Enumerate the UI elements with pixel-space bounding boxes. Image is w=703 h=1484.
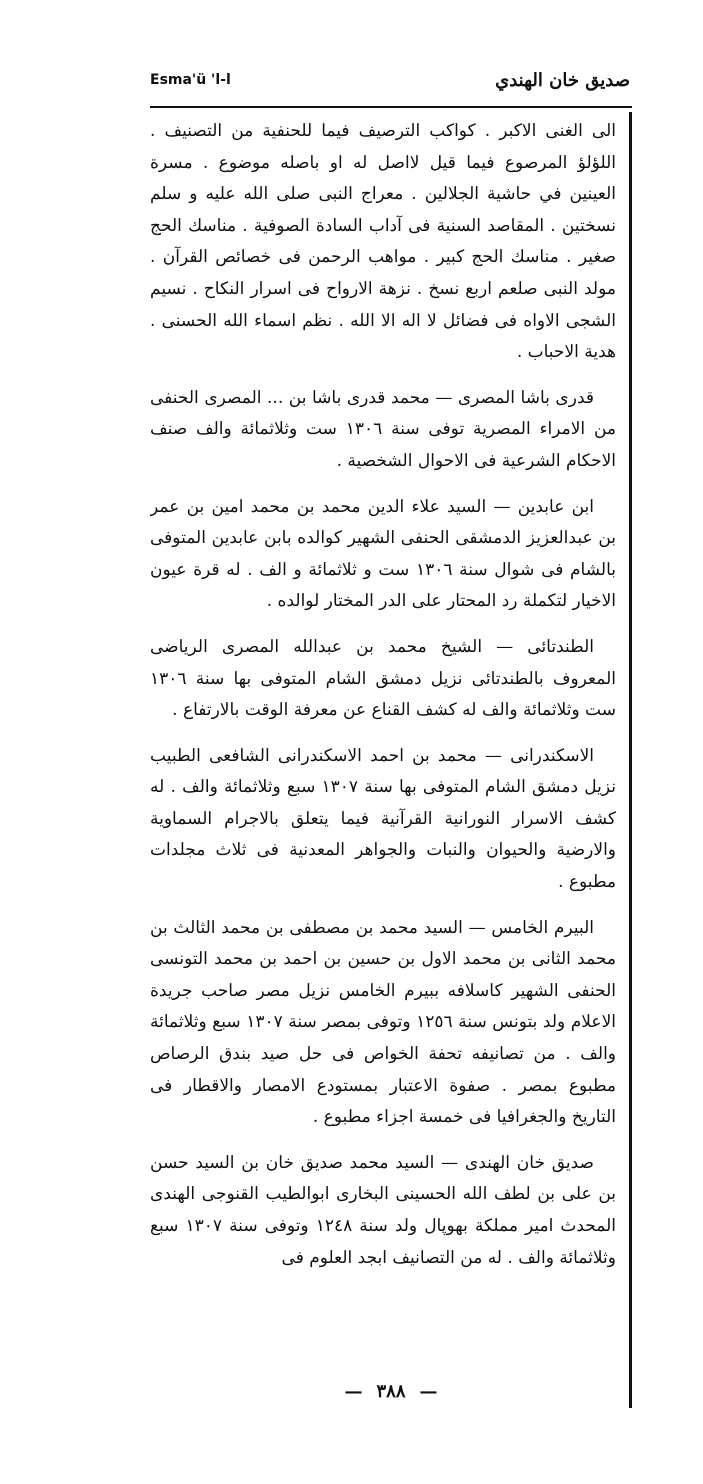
page-footer [150, 1376, 632, 1406]
page-header [150, 56, 630, 104]
entry-bayram-khamis: البيرم الخامس — السيد محمد بن مصطفى بن محمد الثالث بن محمد الثانى بن محمد الاول بن حسين بن احمد بن محمد التونسى الحنفى الشهير كاسلافه ببيرم الخامس نزيل مصر صاحب جريدة الاعلام ولد بتونس سنة ١٢٥٦ وتوفى بمصر سنة ١٣٠٧ سبع وثلاثمائة والف . من تصانيفه تحفة الخواص فى حل صيد بندق الرصاص مطبوع بمصر . صفوة الاعتبار بمستودع الامصار والاقطار فى التاريخ والجغرافيا فى خمسة اجزاء مطبوع . [150, 917, 616, 1128]
entry-siddiq-khan: صديق خان الهندى — السيد محمد صديق خان بن السيد حسن بن على بن لطف الله الحسينى البخارى ابوالطيب القنوجى الهندى المحدث امير مملكة بهوپال ولد سنة ١٢٤٨ وتوفى سنة ١٣٠٧ سبع وثلاثمائة والف . له من التصانيف ابجد العلوم فى [150, 1152, 616, 1268]
margin-rule [629, 112, 632, 1408]
entry-al-iskandarani: الاسكندرانى — محمد بن احمد الاسكندرانى الشافعى الطبيب نزيل دمشق الشام المتوفى بها سنة ١٣٠٧ سبع وثلاثمائة والف . له كشف الاسرار النورانية القرآنية فيما يتعلق بالاجرام السماوية والارضية والحيوان والنبات والجواهر المعدنية فى ثلاث مجلدات مطبوع . [150, 745, 616, 893]
running-header-title: صديق خان الهندي [495, 69, 630, 91]
body-text [150, 116, 616, 1386]
entry-ibn-abidin: ابن عابدين — السيد علاء الدين محمد بن محمد امين بن عمر بن عبدالعزيز الدمشقى الحنفى الشهير كوالده بابن عابدين المتوفى بالشام فى شوال سنة ١٣٠٦ ست و ثلاثمائة و الف . له قرة عيون الاخيار لتكملة رد المحتار على الدر المختار لوالده . [150, 496, 616, 612]
entry-qadri-pasha: قدرى باشا المصرى — محمد قدرى باشا بن ... المصرى الحنفى من الامراء المصرية توفى سنة ١٣٠٦ ست وثلاثمائة والف صنف الاحكام الشرعية فى الاحوال الشخصية . [150, 387, 616, 471]
continuation-paragraph: الى الغنى الاكبر . كواكب الترصيف فيما للحنفية من التصنيف . اللؤلؤ المرصوع فيما قيل لااصل له او باصله موضوع . مسرة العينين في حاشية الجلالين . معراج النبى صلى الله عليه و سلم نسختين . المقاصد السنية فى آداب السادة الصوفية . مناسك الحج صغير . مناسك الحج كبير . مواهب الرحمن فى خصائص القرآن . مولد النبى صلعم اربع نسخ . نزهة الارواح فى اسرار النكاح . نسيم الشجى الاواه فى فضائل لا اله الا الله . نظم اسماء الله الحسنى . هدية الاحباب . [150, 121, 616, 363]
header-rule [150, 106, 632, 108]
footer-dash-right: — [419, 1380, 438, 1402]
page-number: ٣٨٨ [376, 1380, 406, 1402]
footer-dash-left: — [344, 1380, 363, 1402]
entry-al-tandatai: الطندتائى — الشيخ محمد بن عبدالله المصرى الرياضى المعروف بالطندتائى نزيل دمشق الشام المتوفى بها سنة ١٣٠٦ ست وثلاثمائة والف له كشف القناع عن معرفة الوقت بالارتفاع . [150, 636, 616, 721]
running-header-code: Esma'ü 'l-l [150, 72, 231, 88]
